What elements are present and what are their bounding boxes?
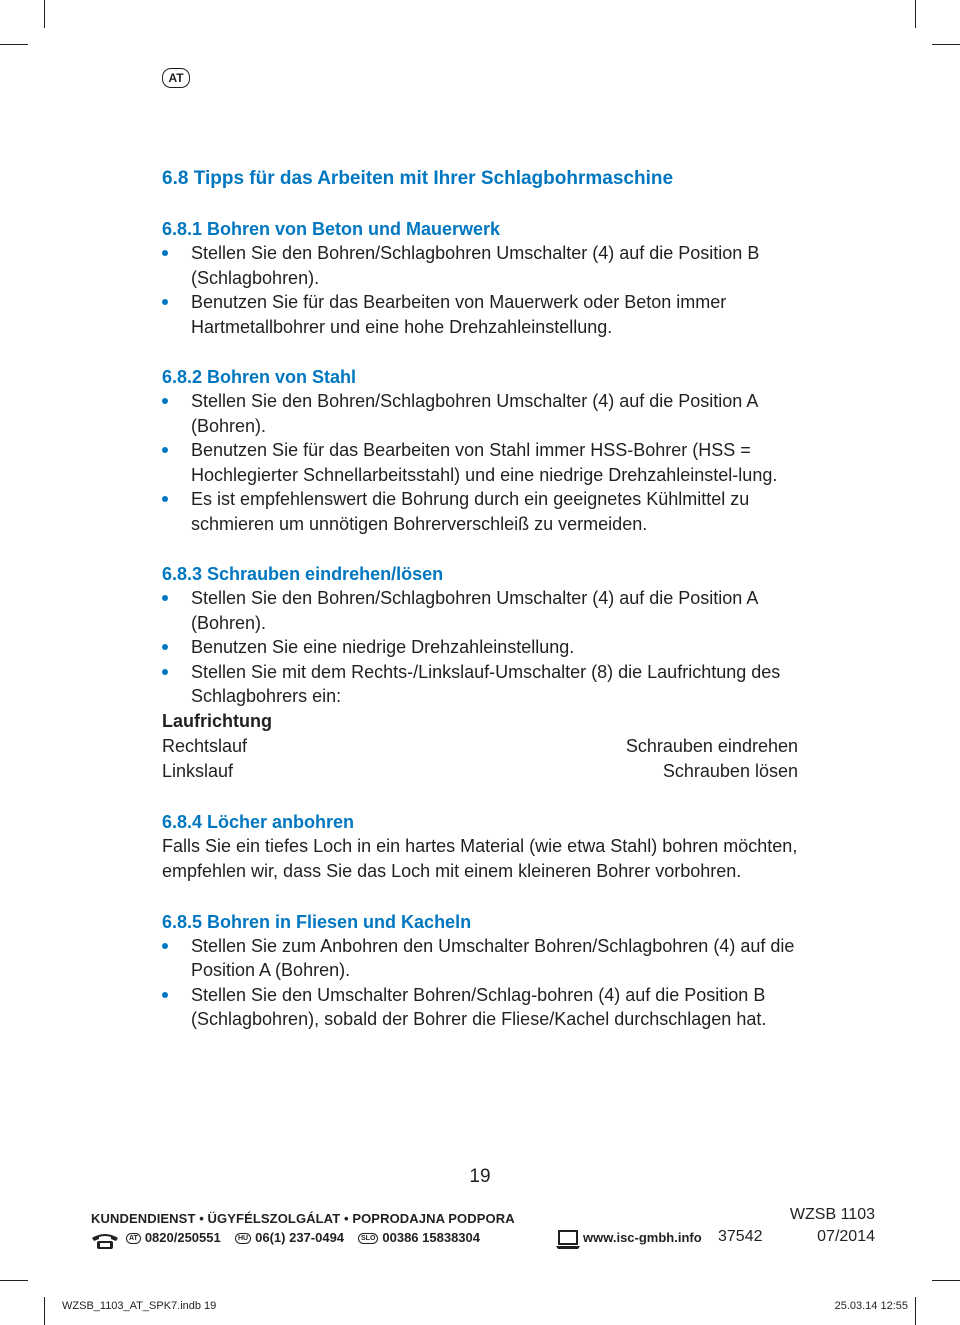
list-item: Stellen Sie mit dem Rechts-/Linkslauf-Umschalter (8) die Laufrichtung des Schlagbohrers ein: <box>162 660 802 709</box>
laufrichtung-heading: Laufrichtung <box>162 710 272 731</box>
list-item: Es ist empfehlenswert die Bohrung durch ein geeignetes Kühlmittel zu schmieren um unnötigen Bohrerverschleiß zu vermeiden. <box>162 487 802 536</box>
crop-mark <box>915 1297 916 1325</box>
bullet-icon <box>162 447 168 453</box>
section-heading: 6.8.5 Bohren in Fliesen und Kacheln <box>162 911 472 932</box>
page-number: 19 <box>469 1166 491 1187</box>
phone-at: AT 0820/250551 <box>126 1230 221 1245</box>
print-slug-timestamp: 25.03.14 12:55 <box>834 1300 908 1312</box>
website-link[interactable]: www.isc-gmbh.info <box>583 1230 702 1245</box>
country-badge: AT <box>162 68 190 88</box>
laufrichtung-row: Linkslauf Schrauben lösen <box>162 760 798 781</box>
section-heading: 6.8.4 Löcher anbohren <box>162 811 355 832</box>
print-slug-file: WZSB_1103_AT_SPK7.indb 19 <box>62 1300 217 1312</box>
list-item: Stellen Sie den Umschalter Bohren/Schlag-bohren (4) auf die Position B (Schlagbohren), sobald der Bohrer die Fliese/Kachel durchschlagen hat. <box>162 983 802 1032</box>
country-code-badge: AT <box>126 1233 141 1244</box>
bullet-icon <box>162 250 168 256</box>
crop-mark <box>932 1280 960 1281</box>
paragraph: Falls Sie ein tiefes Loch in ein hartes Material (wie etwa Stahl) bohren möchten, empfehlen wir, dass Sie das Loch mit einem kleineren Bohrer vorbohren. <box>162 835 798 881</box>
section-heading: 6.8.2 Bohren von Stahl <box>162 367 357 387</box>
section-stahl <box>162 365 802 536</box>
service-footer <box>88 1200 888 1260</box>
bullet-list <box>162 934 802 1032</box>
edition-date: 07/2014 <box>817 1228 875 1245</box>
bullet-icon <box>162 299 168 305</box>
bullet-list <box>162 586 802 709</box>
bullet-icon <box>162 992 168 998</box>
bullet-icon <box>162 943 168 949</box>
list-item: Benutzen Sie für das Bearbeiten von Stahl immer HSS-Bohrer (HSS = Hochlegierter Schnellarbeitsstahl) und eine niedrige Drehzahleinstel-lung. <box>162 438 802 487</box>
bullet-icon <box>162 644 168 650</box>
list-item: Stellen Sie den Bohren/Schlagbohren Umschalter (4) auf die Position A (Bohren). <box>162 586 802 635</box>
list-item: Benutzen Sie eine niedrige Drehzahleinstellung. <box>162 635 802 660</box>
bullet-list <box>162 389 802 536</box>
crop-mark <box>44 0 45 28</box>
laptop-icon <box>555 1230 581 1250</box>
crop-mark <box>932 44 960 45</box>
phone-icon <box>90 1232 120 1250</box>
phone-slo: SLO 00386 15838304 <box>358 1230 480 1245</box>
crop-mark <box>0 44 28 45</box>
crop-mark <box>0 1280 28 1281</box>
bullet-icon <box>162 595 168 601</box>
section-heading: 6.8.3 Schrauben eindrehen/lösen <box>162 564 444 584</box>
bullet-icon <box>162 669 168 675</box>
main-heading: 6.8 Tipps für das Arbeiten mit Ihrer Schlagbohrmaschine <box>162 168 674 189</box>
section-beton <box>162 217 802 339</box>
crop-mark <box>915 0 916 28</box>
list-item: Stellen Sie den Bohren/Schlagbohren Umschalter (4) auf die Position A (Bohren). <box>162 389 802 438</box>
bullet-icon <box>162 398 168 404</box>
kundendienst-label: KUNDENDIENST • ÜGYFÉLSZOLGÁLAT • POPRODAJNA PODPORA <box>91 1211 515 1226</box>
laufrichtung-row: Rechtslauf Schrauben eindrehen <box>162 735 798 756</box>
list-item: Stellen Sie zum Anbohren den Umschalter Bohren/Schlagbohren (4) auf die Position A (Bohren). <box>162 934 802 983</box>
product-code: 37542 <box>718 1228 763 1245</box>
page-content <box>162 167 802 1058</box>
country-code-badge: HU <box>235 1233 251 1244</box>
phone-hu: HU 06(1) 237-0494 <box>235 1230 344 1245</box>
model-number: WZSB 1103 <box>789 1206 875 1223</box>
list-item: Benutzen Sie für das Bearbeiten von Mauerwerk oder Beton immer Hartmetallbohrer und eine hohe Drehzahleinstellung. <box>162 290 802 339</box>
section-heading: 6.8.1 Bohren von Beton und Mauerwerk <box>162 219 501 239</box>
bullet-icon <box>162 496 168 502</box>
country-code-badge: SLO <box>358 1233 378 1244</box>
section-schrauben <box>162 562 802 784</box>
list-item: Stellen Sie den Bohren/Schlagbohren Umschalter (4) auf die Position B (Schlagbohren). <box>162 241 802 290</box>
bullet-list <box>162 241 802 339</box>
crop-mark <box>44 1297 45 1325</box>
section-fliesen <box>162 910 802 1032</box>
section-loecher <box>162 810 802 884</box>
